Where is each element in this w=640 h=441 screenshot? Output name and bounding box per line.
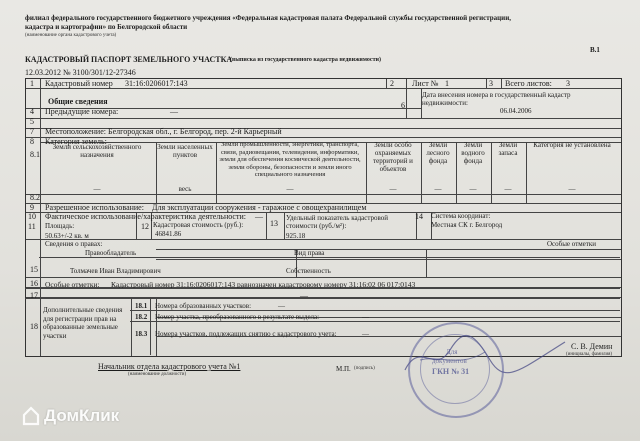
watermark-brand: ДомКлик <box>44 406 120 425</box>
registry-date-label: Дата внесения номера в государственный кадастр недвижимости: <box>422 91 571 107</box>
category-value-water: — <box>469 185 477 193</box>
transformed-plot-label: Номер участка, преобразованного в результате выдела: <box>155 313 320 321</box>
rights-holder-value: Толмачев Иван Владимирович <box>70 267 161 275</box>
formed-plots-label: Номера образованных участков: <box>155 302 252 310</box>
row-14-number: 14 <box>415 212 423 221</box>
row-7-number: 7 <box>30 127 34 136</box>
location-label: Местоположение: <box>45 127 106 136</box>
form-code: В.1 <box>590 46 600 54</box>
seal-place: М.П. <box>336 365 351 373</box>
rights-label: Сведения о правах: <box>45 240 103 248</box>
row-15-number: 15 <box>30 265 38 274</box>
coordinate-system-label: Система координат: <box>431 212 491 220</box>
cadastral-number-value: 31:16:0206017:143 <box>125 79 188 88</box>
row-10-number: 10 <box>28 212 36 221</box>
stamp-text-1: Для <box>446 348 458 356</box>
category-header-forest: Земли лесного фонда <box>426 141 450 165</box>
right-type-value: Собственность <box>286 267 331 275</box>
special-marks-label: Особые отметки: <box>45 280 100 289</box>
right-type-header: Вид права <box>294 249 325 257</box>
row-3-number: 3 <box>489 79 493 88</box>
total-sheets-value: 3 <box>566 79 570 88</box>
rights-holder-header: Правообладатель <box>85 249 137 257</box>
cadastral-cost-value: 46841.86 <box>155 230 182 238</box>
category-header-reserve: Земли запаса <box>498 141 518 157</box>
row-18-2-number: 18.2 <box>135 313 148 321</box>
total-sheets-label: Всего листов: <box>505 79 552 88</box>
category-header-not-set: Категория не установлена <box>533 141 611 149</box>
removal-plots-value: — <box>362 330 369 338</box>
row-8-2-number: 8.2 <box>30 193 40 202</box>
org-line-2: кадастра и картографии» по Белгородской области <box>25 23 188 31</box>
land-category-label: Категория земель: <box>45 137 107 146</box>
special-marks-value: Кадастровый номер 31:16:0206017:143 равнозначен кадастровому номеру 31:16:02 06 017:0143 <box>111 280 416 289</box>
category-value-forest: — <box>434 185 442 193</box>
row-9-number: 9 <box>30 203 34 212</box>
transformed-plot-value: — <box>362 313 369 321</box>
name-caption: (инициалы, фамилия) <box>566 352 613 357</box>
row-17-number: 17 <box>30 291 38 300</box>
actual-use-value: — <box>255 212 263 221</box>
area-value: 50.63+/-2 кв. м <box>45 232 89 240</box>
registration-number: 12.03.2012 № 3100/301/12-27346 <box>25 68 136 77</box>
category-header-settlements: Земли населенных пунктов <box>157 143 213 159</box>
row-17-value: — <box>300 291 308 300</box>
previous-numbers-value: — <box>170 107 178 116</box>
sheet-value: 1 <box>445 79 449 88</box>
row-4-number: 4 <box>30 107 34 116</box>
home-logo-icon <box>22 406 40 426</box>
org-caption: (наименование органа кадастрового учета) <box>25 33 117 38</box>
category-header-agricultural: Земли сельскохозяйственного назначения <box>52 143 142 159</box>
permitted-use-value: Для эксплуатации сооружения - гаражное с овощехранилищем <box>152 203 367 212</box>
general-info-title: Общие сведения <box>48 97 108 106</box>
category-value-settlements: весь <box>178 185 192 193</box>
row-5-number: 5 <box>30 117 34 126</box>
category-header-protected: Земли особо охраняемых территорий и объектов <box>373 141 413 173</box>
category-value-agricultural: — <box>93 185 101 193</box>
category-value-protected: — <box>389 185 397 193</box>
stamp-text-3: ГКН № 31 <box>432 367 470 376</box>
previous-numbers-label: Предыдущие номера: <box>45 107 119 116</box>
area-label: Площадь: <box>45 222 75 230</box>
location-value: Белгородская обл., г. Белгород, пер. 2-й Карьерный <box>108 127 282 136</box>
row-8-1-number: 8.1 <box>30 150 40 159</box>
category-value-not-set: — <box>568 185 576 193</box>
row-1-number: 1 <box>30 79 34 88</box>
document-title-note: (выписка из государственного кадастра недвижимости) <box>230 57 381 63</box>
row-6-number: 6 <box>401 101 405 110</box>
row-18-number: 18 <box>30 322 38 331</box>
special-notes-header: Особые отметки <box>547 240 596 248</box>
signature-caption: (подпись) <box>354 366 375 371</box>
specific-cost-value: 925.18 <box>286 232 306 240</box>
category-value-industrial: — <box>286 185 294 193</box>
row-2-number: 2 <box>390 79 394 88</box>
row-8-number: 8 <box>30 137 34 146</box>
specific-cost-label: Удельный показатель кадастровой стоимости (руб./м²): <box>286 214 389 230</box>
row-13-number: 13 <box>270 219 278 228</box>
sheet-label: Лист № <box>412 79 439 88</box>
actual-use-label: Фактическое использование/характеристика деятельности: <box>45 212 246 221</box>
category-header-industrial: Земли промышленности, энергетики, транспорта, связи, радиовещания, телевидения, информатики, земли для обеспечения космической деятельности, земли обороны, безопасности и земли иного специального назначения <box>219 141 361 178</box>
additional-info-label: Дополнительные сведения для регистрации прав на образованные земельные участки <box>43 306 123 340</box>
removal-plots-label: Номера участков, подлежащих снятию с кадастрового учета: <box>155 330 337 338</box>
stamp-text-2: документов <box>432 357 467 365</box>
org-line-1: филиал федерального государственного бюджетного учреждения «Федеральная кадастровая палата Федеральной службы государственной регистрации, <box>25 14 511 22</box>
row-12-number: 12 <box>141 222 149 231</box>
row-11-number: 11 <box>28 222 36 231</box>
row-18-3-number: 18.3 <box>135 330 148 338</box>
official-name: С. В. Демин <box>571 342 613 351</box>
position-caption: (наименование должности) <box>128 372 187 377</box>
coordinate-system-value: Местная СК г. Белгород <box>431 221 503 229</box>
registry-date-value: 06.04.2006 <box>500 107 532 115</box>
cadastral-cost-label: Кадастровая стоимость (руб.): <box>153 221 244 229</box>
row-18-1-number: 18.1 <box>135 302 148 310</box>
permitted-use-label: Разрешенное использование: <box>45 203 144 212</box>
formed-plots-value: — <box>278 302 285 310</box>
document-title: КАДАСТРОВЫЙ ПАСПОРТ ЗЕМЕЛЬНОГО УЧАСТКА <box>25 55 233 64</box>
category-value-reserve: — <box>504 185 512 193</box>
official-position: Начальник отдела кадастрового учета №1 <box>98 362 241 371</box>
category-header-water: Земли водного фонда <box>461 141 485 165</box>
row-16-number: 16 <box>30 279 38 288</box>
cadastral-number-label: Кадастровый номер <box>45 79 113 88</box>
